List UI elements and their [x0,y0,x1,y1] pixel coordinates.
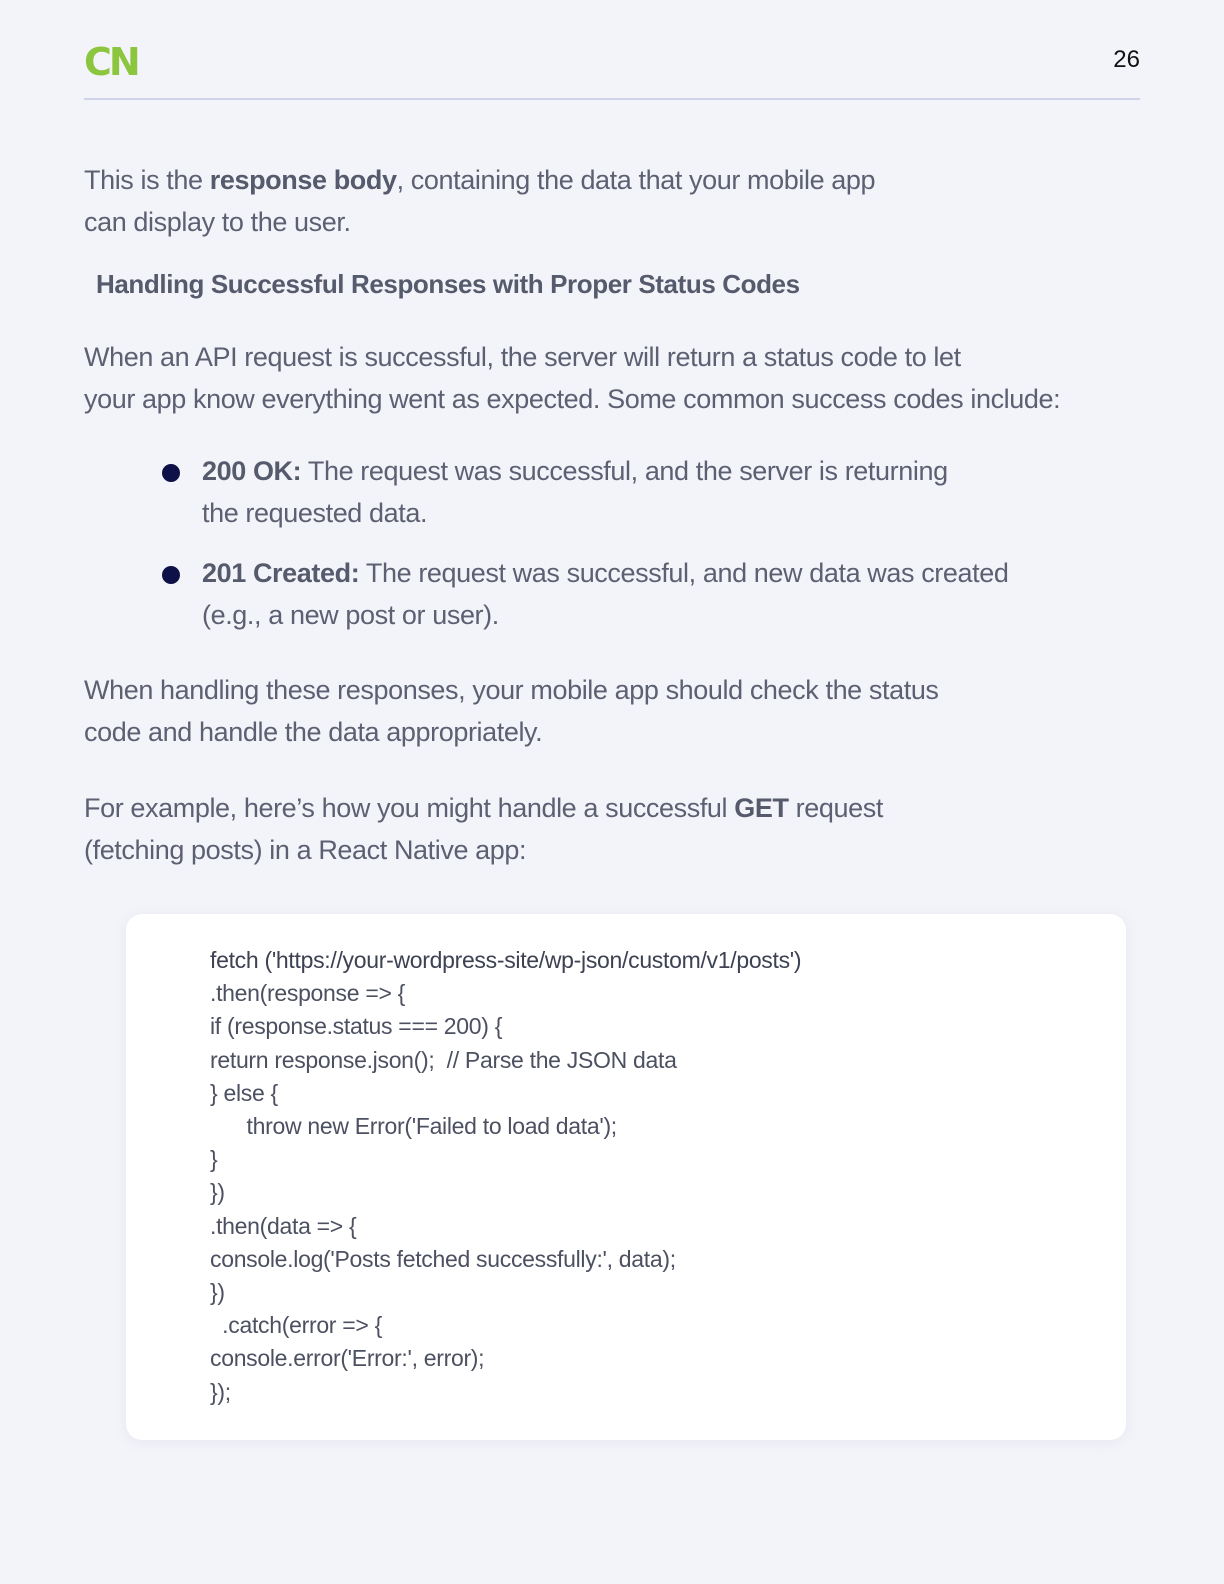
status-code-description-line-2: (e.g., a new post or user). [202,599,499,630]
paragraph-2-line-1: When handling these responses, your mobile app should check the status [84,675,939,705]
bullet-dot-icon [162,566,180,584]
code-line: }) [210,1179,225,1206]
code-line: }) [210,1279,225,1306]
brand-logo: CN [84,40,138,84]
paragraph-3-rest: request [788,793,883,823]
paragraph-1-line-1: When an API request is successful, the server will return a status code to let [84,342,961,372]
code-line: .then(data => { [210,1212,357,1239]
status-code-description: The request was successful, and the server is returning [301,456,948,486]
example-paragraph [84,788,883,871]
list-item [160,451,1008,534]
paragraph-3-prefix: For example, here’s how you might handle a successful [84,793,735,823]
bullet-dot-icon [162,464,180,482]
section-heading: Handling Successful Responses with Proper Status Codes [96,269,800,299]
status-code-label: 200 OK: [202,456,302,486]
page-number: 26 [1113,46,1140,73]
code-line: }); [210,1378,231,1405]
intro-paragraph [84,160,875,243]
intro-rest: , containing the data that your mobile app [396,165,876,195]
status-code-description: The request was successful, and new data was created [359,558,1009,588]
http-method-get: GET [734,793,789,823]
intro-prefix: This is the [84,165,210,195]
code-lines [210,944,801,1409]
code-line: throw new Error('Failed to load data'); [210,1113,617,1140]
paragraph-3-line-2: (fetching posts) in a React Native app: [84,834,527,865]
code-line: .then(response => { [210,980,406,1007]
code-line: console.error('Error:', error); [210,1345,485,1372]
code-line: return response.json(); // Parse the JSON data [210,1046,677,1073]
code-line: if (response.status === 200) { [210,1013,503,1040]
paragraph-1-line-2: your app know everything went as expected. Some common success codes include: [84,383,1061,414]
code-line: fetch ('https://your-wordpress-site/wp-json/custom/v1/posts') [210,947,802,973]
list-item [160,553,1008,636]
paragraph-2-line-2: code and handle the data appropriately. [84,716,543,747]
status-codes-intro-paragraph [84,337,1060,420]
code-block [126,914,1126,1440]
code-line: .catch(error => { [210,1312,382,1339]
code-line: console.log('Posts fetched successfully:', data); [210,1245,676,1272]
intro-line-2: can display to the user. [84,206,351,237]
header-divider [84,98,1140,100]
intro-bold-term: response body [209,165,397,195]
status-code-description-line-2: the requested data. [202,497,428,528]
handling-paragraph [84,670,939,753]
code-line: } [210,1146,218,1173]
code-line: } else { [210,1079,278,1106]
status-codes-list [160,451,1008,636]
status-code-label: 201 Created: [202,558,360,588]
